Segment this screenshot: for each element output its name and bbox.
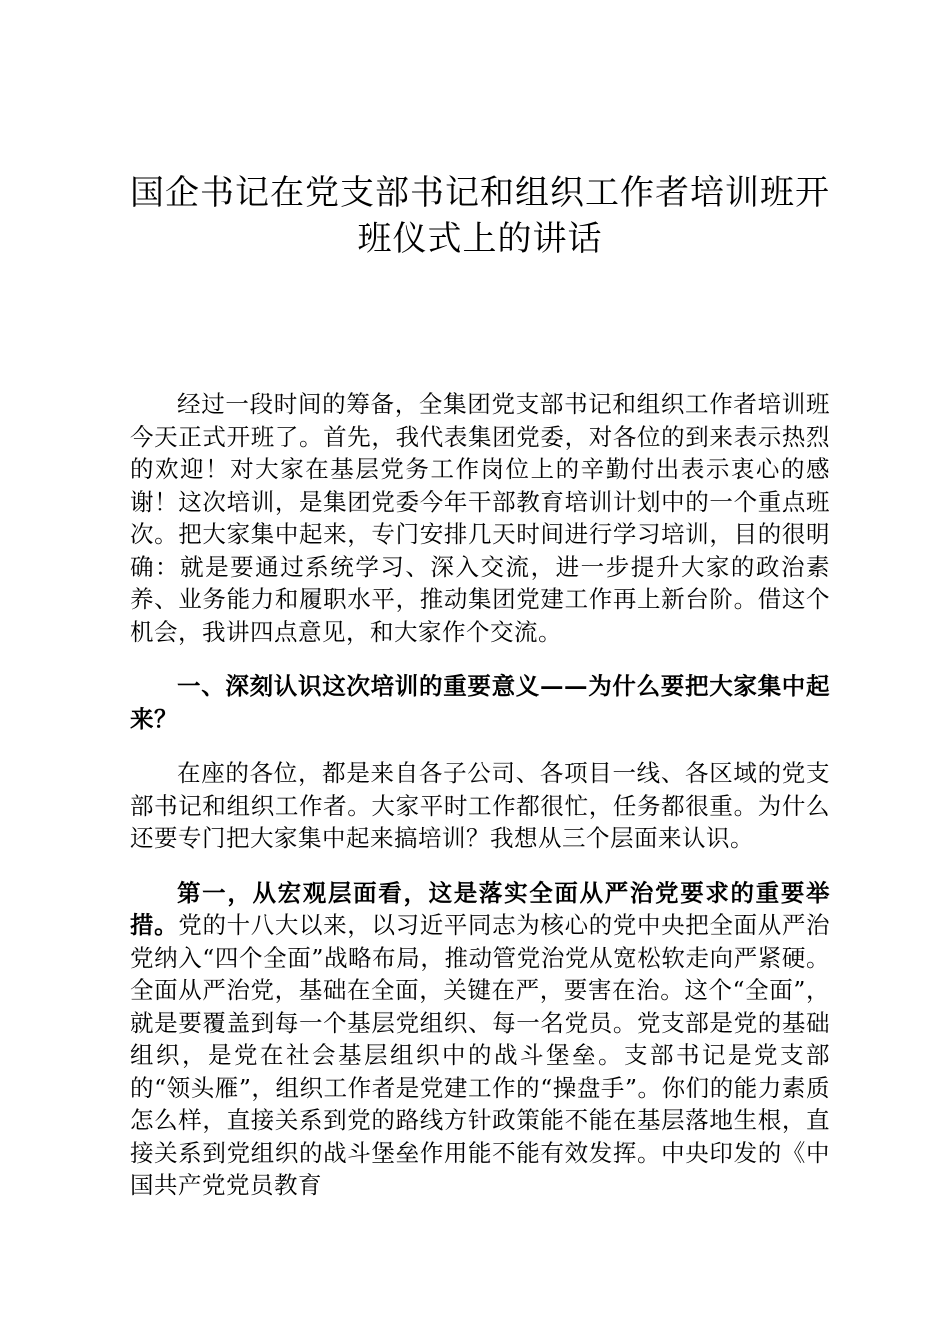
- document-title: [130, 0, 830, 262]
- point-1-body: 党的十八大以来，以习近平同志为核心的党中央把全面从严治党纳入“四个全面”战略布局，推动管党治党从宽松软走向严紧硬。全面从严治党，基础在全面，关键在严，要害在治。这个“全面”，就是要覆盖到每一个基层党组织、每一名党员。党支部是党的基础组织，是党在社会基层组织中的战斗堡垒。支部书记是党支部的“领头雁”，组织工作者是党建工作的“操盘手”。你们的能力素质怎么样，直接关系到党的路线方针政策能不能在基层落地生根，直接关系到党组织的战斗堡垒作用能不能有效发挥。中央印发的《中国共产党党员教育: [130, 911, 831, 1199]
- title-line-1: 国企书记在党支部书记和组织工作者培训班开: [130, 173, 830, 213]
- intro-paragraph: 经过一段时间的筹备，全集团党支部书记和组织工作者培训班今天正式开班了。首先，我代表集团党委，对各位的到来表示热烈的欢迎！对大家在基层党务工作岗位上的辛勤付出表示衷心的感谢！这次培训，是集团党委今年干部教育培训计划中的一个重点班次。把大家集中起来，专门安排几天时间进行学习培训，目的很明确：就是要通过系统学习、深入交流，进一步提升大家的政治素养、业务能力和履职水平，推动集团党建工作再上新台阶。借这个机会，我讲四点意见，和大家作个交流。: [130, 390, 830, 646]
- title-line-2: 班仪式上的讲话: [357, 219, 603, 259]
- point-1-paragraph: [130, 877, 830, 1202]
- document-page: [130, 0, 830, 1202]
- point-1-lead: 第一，从宏观层面看，这是落实全面从严治党要求的重要举措。: [130, 878, 830, 939]
- section-1-context-paragraph: 在座的各位，都是来自各子公司、各项目一线、各区域的党支部书记和组织工作者。大家平时工作都很忙，任务都很重。为什么还要专门把大家集中起来搞培训？我想从三个层面来认识。: [130, 759, 830, 852]
- section-heading-1: 一、深刻认识这次培训的重要意义——为什么要把大家集中起来？: [130, 672, 830, 733]
